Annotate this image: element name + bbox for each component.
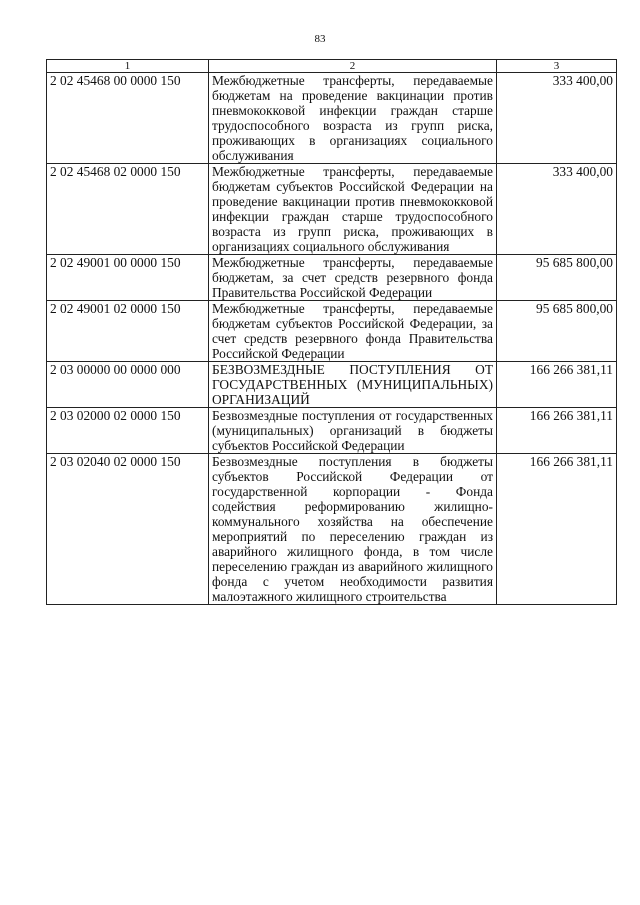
row-code: 2 03 02000 02 0000 150	[47, 408, 209, 454]
row-amount: 166 266 381,11	[497, 454, 617, 605]
row-amount: 95 685 800,00	[497, 301, 617, 362]
table-row	[47, 408, 617, 454]
row-description: БЕЗВОЗМЕЗДНЫЕ ПОСТУПЛЕНИЯ ОТ ГОСУДАРСТВЕННЫХ (МУНИЦИПАЛЬНЫХ) ОРГАНИЗАЦИЙ	[209, 362, 497, 408]
row-description: Безвозмездные поступления в бюджеты субъектов Российской Федерации от государственной корпорации - Фонда содействия реформированию жилищно-коммунального хозяйства на обеспечение мероприятий по переселению граждан из аварийного жилищного фонда, в том числе переселению граждан из аварийного жилищного фонда с учетом необходимости развития малоэтажного жилищного строительства	[209, 454, 497, 605]
table-row	[47, 255, 617, 301]
row-code: 2 02 49001 00 0000 150	[47, 255, 209, 301]
row-code: 2 03 02040 02 0000 150	[47, 454, 209, 605]
table-header-row	[47, 60, 617, 73]
budget-revenue-table	[46, 59, 617, 605]
table-row	[47, 73, 617, 164]
row-amount: 333 400,00	[497, 164, 617, 255]
table-row	[47, 301, 617, 362]
row-code: 2 02 45468 02 0000 150	[47, 164, 209, 255]
row-amount: 95 685 800,00	[497, 255, 617, 301]
column-header-description: 2	[209, 60, 497, 73]
page-number: 83	[314, 33, 326, 45]
row-amount: 333 400,00	[497, 73, 617, 164]
row-description: Безвозмездные поступления от государственных (муниципальных) организаций в бюджеты субъектов Российской Федерации	[209, 408, 497, 454]
row-description: Межбюджетные трансферты, передаваемые бюджетам субъектов Российской Федерации, за счет средств резервного фонда Правительства Российской Федерации	[209, 301, 497, 362]
table-row	[47, 362, 617, 408]
column-header-code: 1	[47, 60, 209, 73]
row-description: Межбюджетные трансферты, передаваемые бюджетам, за счет средств резервного фонда Правительства Российской Федерации	[209, 255, 497, 301]
row-code: 2 02 49001 02 0000 150	[47, 301, 209, 362]
row-description: Межбюджетные трансферты, передаваемые бюджетам на проведение вакцинации против пневмококковой инфекции граждан старше трудоспособного возраста из групп риска, проживающих в организациях социального обслуживания	[209, 73, 497, 164]
row-amount: 166 266 381,11	[497, 408, 617, 454]
row-code: 2 03 00000 00 0000 000	[47, 362, 209, 408]
column-header-amount: 3	[497, 60, 617, 73]
row-amount: 166 266 381,11	[497, 362, 617, 408]
row-description: Межбюджетные трансферты, передаваемые бюджетам субъектов Российской Федерации на проведение вакцинации против пневмококковой инфекции граждан старше трудоспособного возраста из групп риска, проживающих в организациях социального обслуживания	[209, 164, 497, 255]
table-row	[47, 164, 617, 255]
table-row	[47, 454, 617, 605]
row-code: 2 02 45468 00 0000 150	[47, 73, 209, 164]
